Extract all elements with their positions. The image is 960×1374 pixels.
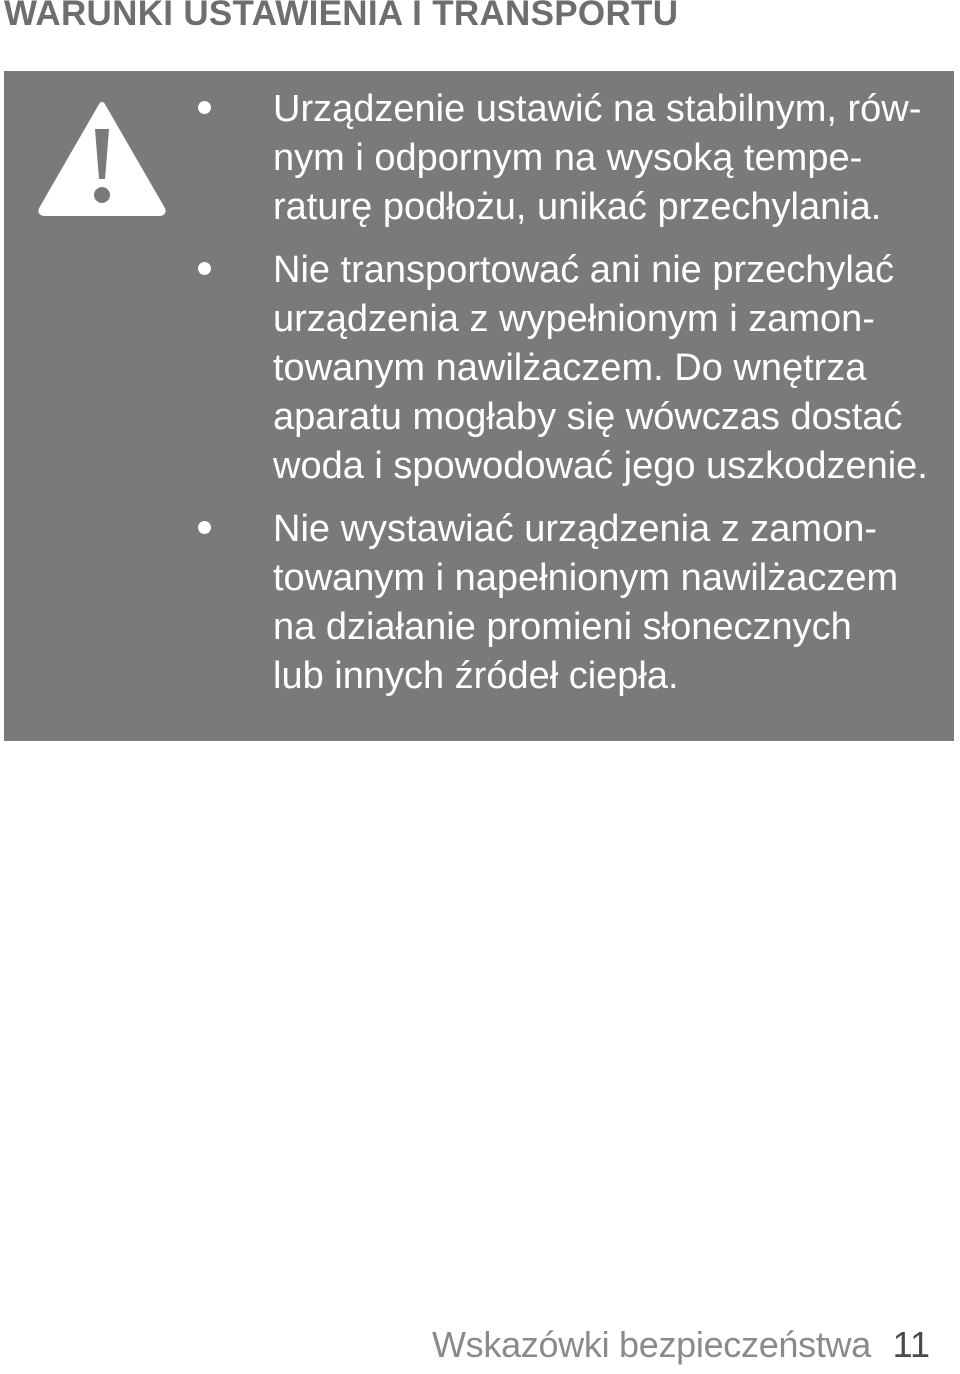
warning-box [4,71,954,741]
item-text-line: raturę podłożu, unikać przechylania. [273,186,882,228]
warning-item [4,85,954,232]
footer-section-title: Wskazówki bezpieczeństwa [432,1324,871,1365]
page-number: 11 [892,1324,930,1365]
item-text-line: woda i spowodować jego uszkodzenie. [273,445,928,487]
item-text-line: Nie wystawiać urządzenia z zamon- [273,508,878,550]
item-text-line: aparatu mogłaby się wówczas dostać [273,396,903,438]
warning-item [4,246,954,491]
bullet-icon [198,101,211,114]
item-text-line: nym i odpornym na wysoką tempe- [273,137,863,179]
bullet-icon [198,262,211,275]
item-text-line: lub innych źródeł ciepła. [273,655,679,697]
bullet-icon [198,521,211,534]
warning-item [4,505,954,701]
warning-list [4,85,954,715]
item-text-line: towanym nawilżaczem. Do wnętrza [273,347,867,389]
item-text-line: na działanie promieni słonecznych [273,606,852,648]
item-text-line: towanym i napełnionym nawilżaczem [273,557,899,599]
item-text-line: urządzenia z wypełnionym i zamon- [273,298,875,340]
page-heading: WARUNKI USTAWIENIA I TRANSPORTU [4,0,679,33]
item-text-line: Urządzenie ustawić na stabilnym, rów- [273,88,922,130]
page-footer [432,1324,932,1370]
item-text-line: Nie transportować ani nie przechylać [273,249,894,291]
